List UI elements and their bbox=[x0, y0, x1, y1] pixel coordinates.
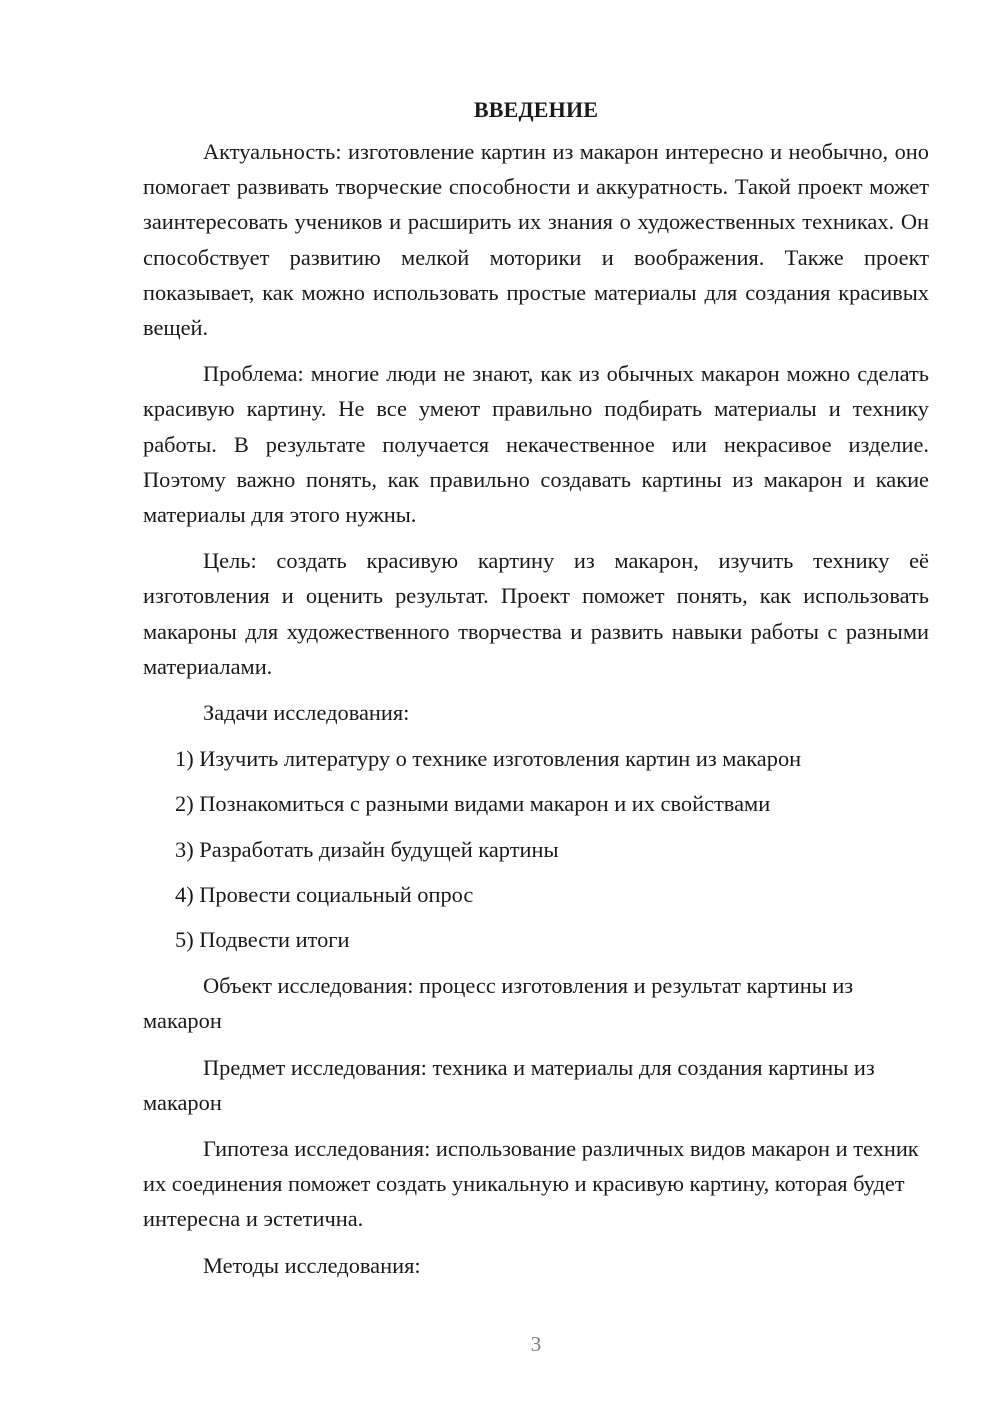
paragraph-problem: Проблема: многие люди не знают, как из обычных макарон можно сделать красивую картину. Не все умеют правильно подбирать материалы и технику работы. В результате получается некачественное или некрасивое изделие. Поэтому важно понять, как правильно создавать картины из макарон и какие материалы для этого нужны. bbox=[143, 361, 929, 528]
paragraph-goal: Цель: создать красивую картину из макарон, изучить технику её изготовления и оценить результат. Проект поможет понять, как использовать макароны для художественного творчества и развить навыки работы с разными материалами. bbox=[143, 548, 929, 679]
paragraph-relevance: Актуальность: изготовление картин из макарон интересно и необычно, оно помогает развивать творческие способности и аккуратность. Такой проект может заинтересовать учеников и расширить их знания о художественных техниках. Он способствует развитию мелкой моторики и воображения. Также проект показывает, как можно использовать простые материалы для создания красивых вещей. bbox=[143, 139, 929, 341]
methods-heading: Методы исследования: bbox=[203, 1252, 421, 1278]
tasks-heading: Задачи исследования: bbox=[203, 700, 410, 726]
paragraph-hypothesis: Гипотеза исследования: использование различных видов макарон и техник их соединения поможет создать уникальную и красивую картину, которая будет интересна и эстетична. bbox=[143, 1136, 919, 1232]
page-number: 3 bbox=[530, 1332, 542, 1356]
paragraph-subject: Предмет исследования: техника и материалы для создания картины из макарон bbox=[143, 1054, 875, 1115]
list-item: 3) Разработать дизайн будущей картины bbox=[175, 836, 559, 862]
list-item: 1) Изучить литературу о технике изготовления картин из макарон bbox=[175, 746, 802, 772]
tasks-list bbox=[143, 741, 929, 957]
document-page bbox=[143, 92, 929, 1294]
list-item: 5) Подвести итоги bbox=[175, 927, 350, 953]
list-item: 2) Познакомиться с разными видами макарон и их свойствами bbox=[175, 791, 771, 817]
list-item: 4) Провести социальный опрос bbox=[175, 881, 474, 907]
paragraph-object: Объект исследования: процесс изготовления и результат картины из макарон bbox=[143, 973, 854, 1034]
section-title: ВВЕДЕНИЕ bbox=[473, 97, 599, 122]
